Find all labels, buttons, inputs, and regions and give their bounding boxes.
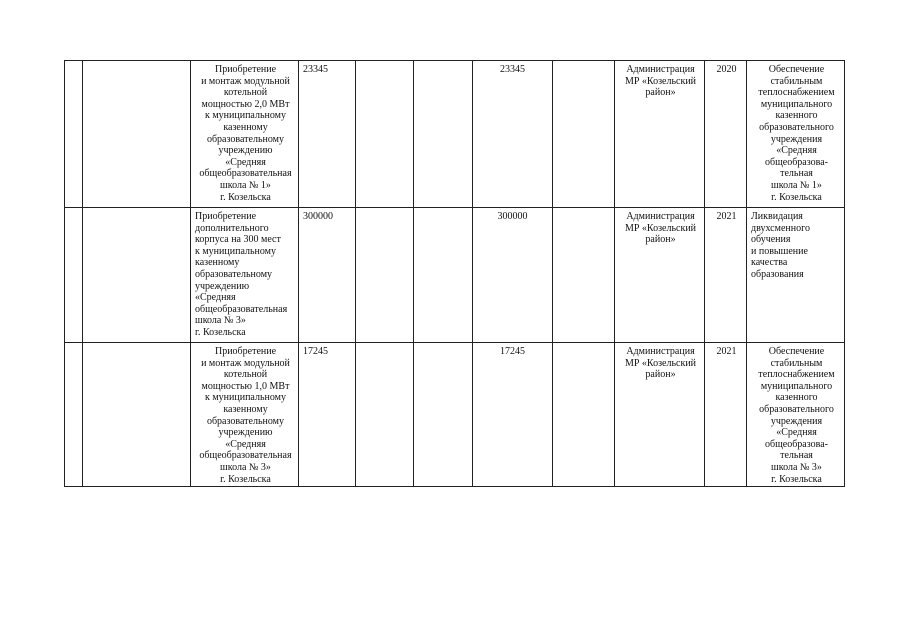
- executor: Администрация МР «Козельский район»: [615, 208, 705, 343]
- task-cell: [83, 61, 191, 208]
- local-budget-amount: 23345: [473, 61, 553, 208]
- amount-cell: [414, 343, 473, 487]
- amount-cell: [553, 61, 615, 208]
- measure-description: Приобретение дополнительного корпуса на 300 мест к муниципальному казенному образовательному учреждению «Средняя общеобразовательная школа № 3» г. Козельска: [191, 208, 299, 343]
- local-budget-amount: 300000: [473, 208, 553, 343]
- year: 2021: [705, 343, 747, 487]
- total-amount: 23345: [299, 61, 356, 208]
- total-amount: 300000: [299, 208, 356, 343]
- task-cell: [83, 343, 191, 487]
- program-table: [64, 60, 845, 487]
- year: 2021: [705, 208, 747, 343]
- amount-cell: [356, 343, 414, 487]
- measure-description: Приобретение и монтаж модульной котельной мощностью 2,0 МВт к муниципальному казенному образовательному учреждению «Средняя общеобразовательная школа № 1» г. Козельска: [191, 61, 299, 208]
- row-number-cell: [65, 61, 83, 208]
- measure-description: Приобретение и монтаж модульной котельной мощностью 1,0 МВт к муниципальному казенному образовательному учреждению «Средняя общеобразовательная школа № 3» г. Козельска: [191, 343, 299, 487]
- amount-cell: [414, 208, 473, 343]
- local-budget-amount: 17245: [473, 343, 553, 487]
- expected-result: Обеспечение стабильным теплоснабжением муниципального казенного образовательного учреждения «Средняя общеобразова- тельная школа № 3» г. Козельска: [747, 343, 845, 487]
- amount-cell: [553, 208, 615, 343]
- table-row: [65, 61, 845, 208]
- amount-cell: [414, 61, 473, 208]
- row-number-cell: [65, 208, 83, 343]
- executor: Администрация МР «Козельский район»: [615, 61, 705, 208]
- row-number-cell: [65, 343, 83, 487]
- executor: Администрация МР «Козельский район»: [615, 343, 705, 487]
- expected-result: Обеспечение стабильным теплоснабжением муниципального казенного образовательного учреждения «Средняя общеобразова- тельная школа № 1» г. Козельска: [747, 61, 845, 208]
- year: 2020: [705, 61, 747, 208]
- table-row: [65, 343, 845, 487]
- amount-cell: [356, 61, 414, 208]
- amount-cell: [553, 343, 615, 487]
- task-cell: [83, 208, 191, 343]
- expected-result: Ликвидация двухсменного обучения и повышение качества образования: [747, 208, 845, 343]
- total-amount: 17245: [299, 343, 356, 487]
- amount-cell: [356, 208, 414, 343]
- table-row: [65, 208, 845, 343]
